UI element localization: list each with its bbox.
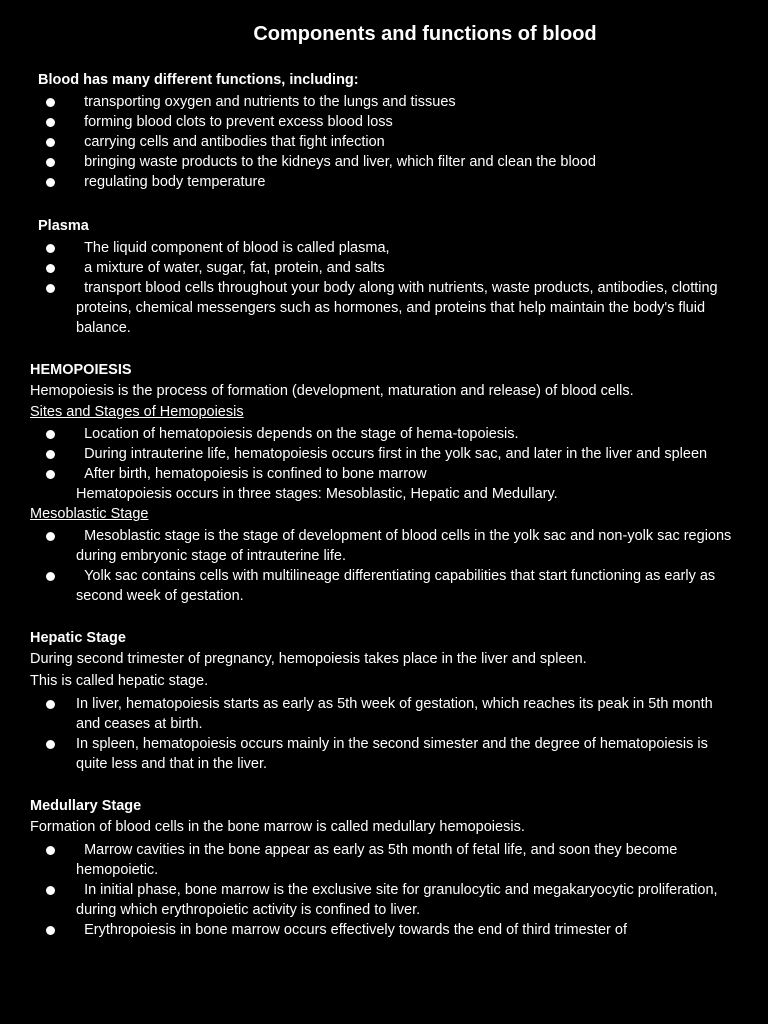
hepatic-line-1: During second trimester of pregnancy, hemopoiesis takes place in the liver and spleen. (30, 651, 587, 667)
medullary-line-1: Formation of blood cells in the bone marrow is called medullary hemopoiesis. (30, 819, 525, 835)
bullet-icon (46, 926, 55, 935)
list-item: transporting oxygen and nutrients to the lungs and tissues (30, 92, 740, 112)
stages-summary: Hematopoiesis occurs in three stages: Mesoblastic, Hepatic and Medullary. (76, 486, 558, 502)
hepatic-line-2: This is called hepatic stage. (30, 673, 209, 689)
bullet-icon (46, 284, 55, 293)
list-item: Erythropoiesis in bone marrow occurs effectively towards the end of third trimester of (30, 920, 740, 940)
list-item: During intrauterine life, hematopoiesis occurs first in the yolk sac, and later in the liver and spleen (30, 444, 740, 464)
list-item: In liver, hematopoiesis starts as early as 5th week of gestation, which reaches its peak in 5th month and ceases at birth. (30, 694, 740, 734)
plasma-list (30, 238, 740, 338)
sites-list (30, 424, 740, 484)
list-item: carrying cells and antibodies that fight infection (30, 132, 740, 152)
bullet-icon (46, 244, 55, 253)
bullet-icon (46, 572, 55, 581)
bullet-icon (46, 846, 55, 855)
functions-heading: Blood has many different functions, including: (38, 72, 359, 88)
hepatic-heading: Hepatic Stage (30, 630, 126, 646)
medullary-heading: Medullary Stage (30, 798, 142, 814)
hemopoiesis-heading: HEMOPOIESIS (30, 362, 132, 378)
bullet-icon (46, 178, 55, 187)
bullet-icon (46, 264, 55, 273)
list-item: regulating body temperature (30, 172, 740, 192)
sites-stages-heading: Sites and Stages of Hemopoiesis (30, 404, 244, 420)
list-item: The liquid component of blood is called plasma, (30, 238, 740, 258)
list-item: Mesoblastic stage is the stage of development of blood cells in the yolk sac and non-yolk sac regions during embryonic stage of intrauterine life. (30, 526, 740, 566)
bullet-icon (46, 138, 55, 147)
hepatic-list (30, 694, 740, 774)
list-item: Marrow cavities in the bone appear as early as 5th month of fetal life, and soon they become hemopoietic. (30, 840, 740, 880)
list-item: transport blood cells throughout your body along with nutrients, waste products, antibodies, clotting proteins, chemical messengers such as hormones, and proteins that help maintain the body's fluid balance. (30, 278, 740, 338)
plasma-heading: Plasma (38, 218, 89, 234)
list-item: In initial phase, bone marrow is the exclusive site for granulocytic and megakaryocytic proliferation, during which erythropoietic activity is confined to liver. (30, 880, 740, 920)
bullet-icon (46, 886, 55, 895)
bullet-icon (46, 118, 55, 127)
list-item: In spleen, hematopoiesis occurs mainly in the second simester and the degree of hematopoiesis is quite less and that in the liver. (30, 734, 740, 774)
hemopoiesis-definition: Hemopoiesis is the process of formation (development, maturation and release) of blood cells. (30, 383, 634, 399)
bullet-icon (46, 740, 55, 749)
bullet-icon (46, 98, 55, 107)
list-item: Location of hematopoiesis depends on the stage of hema-topoiesis. (30, 424, 740, 444)
document-title: Components and functions of blood (253, 23, 597, 45)
list-item: bringing waste products to the kidneys and liver, which filter and clean the blood (30, 152, 740, 172)
bullet-icon (46, 430, 55, 439)
list-item: After birth, hematopoiesis is confined to bone marrow (30, 464, 740, 484)
bullet-icon (46, 450, 55, 459)
bullet-icon (46, 470, 55, 479)
mesoblastic-heading: Mesoblastic Stage (30, 506, 149, 522)
list-item: forming blood clots to prevent excess blood loss (30, 112, 740, 132)
bullet-icon (46, 532, 55, 541)
mesoblastic-list (30, 526, 740, 606)
medullary-list (30, 840, 740, 940)
list-item: a mixture of water, sugar, fat, protein, and salts (30, 258, 740, 278)
bullet-icon (46, 700, 55, 709)
functions-list (30, 92, 740, 192)
bullet-icon (46, 158, 55, 167)
list-item: Yolk sac contains cells with multilineage differentiating capabilities that start functioning as early as second week of gestation. (30, 566, 740, 606)
